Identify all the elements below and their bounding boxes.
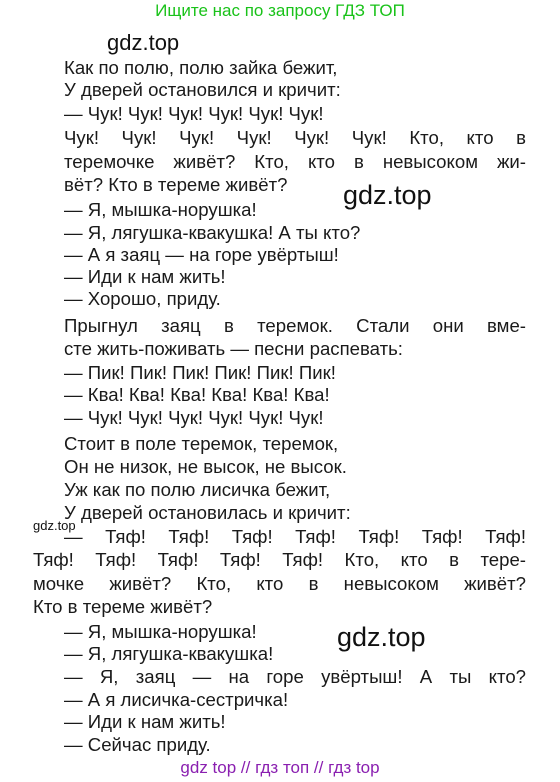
text-line: — Я, лягушка-квакушка! bbox=[64, 643, 274, 664]
text-line: Он не низок, не высок, не высок. bbox=[64, 456, 347, 477]
text-line: Уж как по полю лисичка бежит, bbox=[64, 479, 331, 500]
text-line: У дверей остановился и кричит: bbox=[64, 79, 341, 100]
text-line: — Я, мышка-норушка! bbox=[64, 199, 257, 220]
text-line: — Сейчас приду. bbox=[64, 734, 211, 755]
text-line: — Пик! Пик! Пик! Пик! Пик! Пик! bbox=[64, 362, 336, 383]
watermark: gdz.top bbox=[107, 30, 180, 55]
text-line: Кто в тереме живёт? bbox=[33, 596, 213, 617]
text-line: Чук! Чук! Чук! Чук! Чук! Чук! Кто, кто в bbox=[64, 127, 526, 148]
text-line: вёт? Кто в тереме живёт? bbox=[64, 174, 288, 195]
text-line: — А я лисичка-сестричка! bbox=[64, 689, 289, 710]
text-line: — Я, заяц — на горе увёртыш! А ты кто? bbox=[64, 666, 526, 687]
text-line: — Иди к нам жить! bbox=[64, 266, 226, 287]
watermark: gdz.top bbox=[33, 518, 76, 533]
text-line: Тяф! Тяф! Тяф! Тяф! Тяф! Кто, кто в тере- bbox=[33, 549, 526, 570]
text-line: Как по полю, полю зайка бежит, bbox=[64, 57, 338, 78]
text-line: — Чук! Чук! Чук! Чук! Чук! Чук! bbox=[64, 407, 324, 428]
text-line: — А я заяц — на горе увёртыш! bbox=[64, 244, 339, 265]
text-line: Стоит в поле теремок, теремок, bbox=[64, 433, 339, 454]
text-line: мочке живёт? Кто, кто в невысоком живёт? bbox=[33, 573, 526, 594]
text-line: сте жить-поживать — песни распевать: bbox=[64, 338, 403, 359]
site-footer: gdz top // гдз топ // гдз top bbox=[180, 758, 380, 777]
text-line: — Ква! Ква! Ква! Ква! Ква! Ква! bbox=[64, 384, 330, 405]
text-line: Прыгнул заяц в теремок. Стали они вме- bbox=[64, 315, 526, 336]
watermark: gdz.top bbox=[337, 622, 426, 652]
text-line: — Я, мышка-норушка! bbox=[64, 621, 257, 642]
text-line: У дверей остановилась и кричит: bbox=[64, 502, 351, 523]
text-line: — Чук! Чук! Чук! Чук! Чук! Чук! bbox=[64, 103, 324, 124]
site-banner: Ищите нас по запросу ГДЗ ТОП bbox=[155, 1, 405, 20]
watermark: gdz.top bbox=[343, 180, 432, 210]
text-line: — Я, лягушка-квакушка! А ты кто? bbox=[64, 222, 361, 243]
text-line: — Хорошо, приду. bbox=[64, 288, 221, 309]
text-line: теремочке живёт? Кто, кто в невысоком жи- bbox=[64, 151, 526, 172]
text-line: — Тяф! Тяф! Тяф! Тяф! Тяф! Тяф! Тяф! bbox=[64, 526, 526, 547]
text-line: — Иди к нам жить! bbox=[64, 711, 226, 732]
